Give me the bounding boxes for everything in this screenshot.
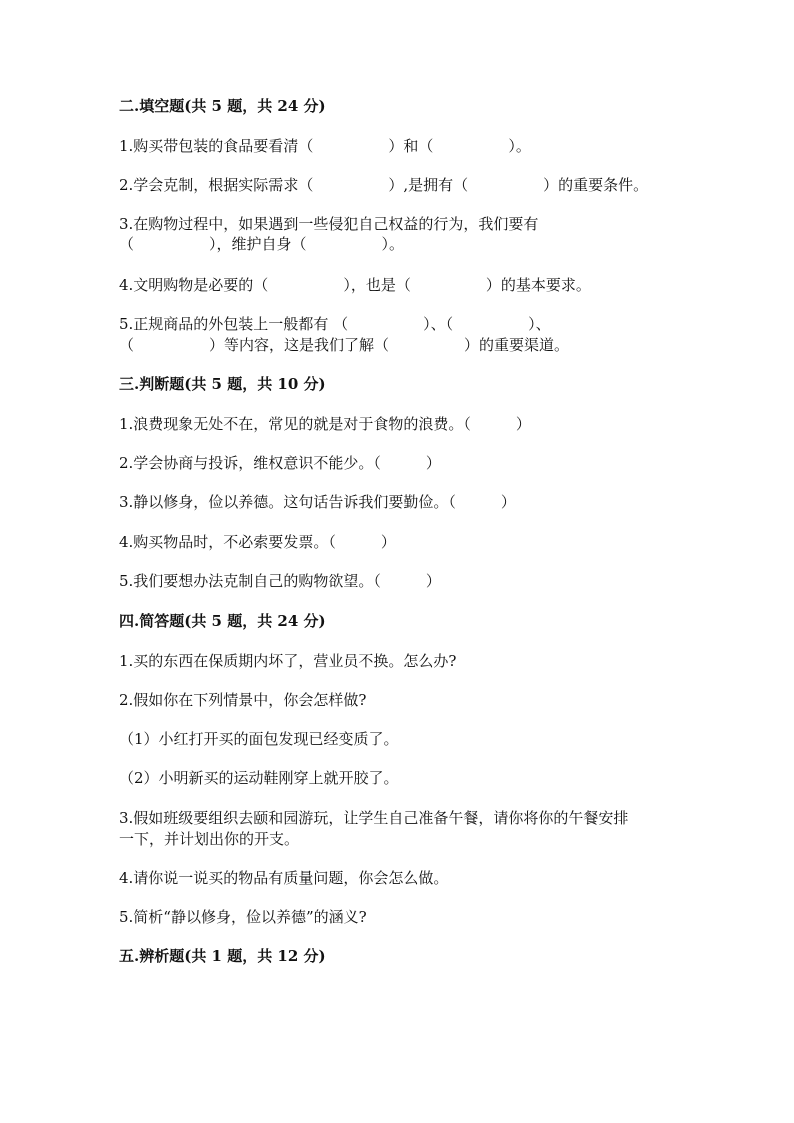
- question-short-5: 5.简析“静以修身，俭以养德”的涵义?: [119, 908, 367, 926]
- section-heading-fill-in: 二.填空题(共 5 题，共 24 分): [119, 97, 326, 115]
- question-judge-2: 2.学会协商与投诉，维权意识不能少。（ ）: [119, 454, 441, 472]
- question-fill-2: 2.学会克制，根据实际需求（ ）,是拥有（ ）的重要条件。: [119, 176, 649, 194]
- question-fill-5-line-2: （ ）等内容，这是我们了解（ ）的重要渠道。: [119, 336, 570, 354]
- question-fill-4: 4.文明购物是必要的（ ），也是（ ）的基本要求。: [119, 276, 591, 294]
- question-fill-3-line-1: 3.在购物过程中，如果遇到一些侵犯自己权益的行为，我们要有: [119, 215, 539, 233]
- question-short-2-sub-1: （1）小红打开买的面包发现已经变质了。: [119, 730, 399, 748]
- question-short-2-sub-2: （2）小明新买的运动鞋刚穿上就开胶了。: [119, 769, 399, 787]
- question-short-4: 4.请你说一说买的物品有质量问题，你会怎么做。: [119, 869, 449, 887]
- question-short-3-line-2: 一下，并计划出你的开支。: [119, 830, 300, 848]
- question-fill-5-line-1: 5.正规商品的外包装上一般都有 （ ）、（ ）、: [119, 315, 551, 333]
- question-judge-3: 3.静以修身，俭以养德。这句话告诉我们要勤俭。（ ）: [119, 493, 516, 511]
- question-short-1: 1.买的东西在保质期内坏了，营业员不换。怎么办?: [119, 652, 457, 670]
- question-fill-3-line-2: （ ），维护自身（ ）。: [119, 235, 405, 253]
- question-judge-4: 4.购买物品时，不必索要发票。（ ）: [119, 533, 396, 551]
- question-short-3-line-1: 3.假如班级要组织去颐和园游玩，让学生自己准备午餐，请你将你的午餐安排: [119, 809, 629, 827]
- question-judge-5: 5.我们要想办法克制自己的购物欲望。（ ）: [119, 572, 441, 590]
- question-judge-1: 1.浪费现象无处不在，常见的就是对于食物的浪费。（ ）: [119, 415, 531, 433]
- section-heading-short-answer: 四.简答题(共 5 题，共 24 分): [119, 612, 326, 630]
- question-fill-1: 1.购买带包装的食品要看清（ ）和（ ）。: [119, 137, 531, 155]
- question-short-2: 2.假如你在下列情景中，你会怎样做?: [119, 691, 367, 709]
- section-heading-analysis: 五.辨析题(共 1 题，共 12 分): [119, 947, 326, 965]
- section-heading-true-false: 三.判断题(共 5 题，共 10 分): [119, 375, 326, 393]
